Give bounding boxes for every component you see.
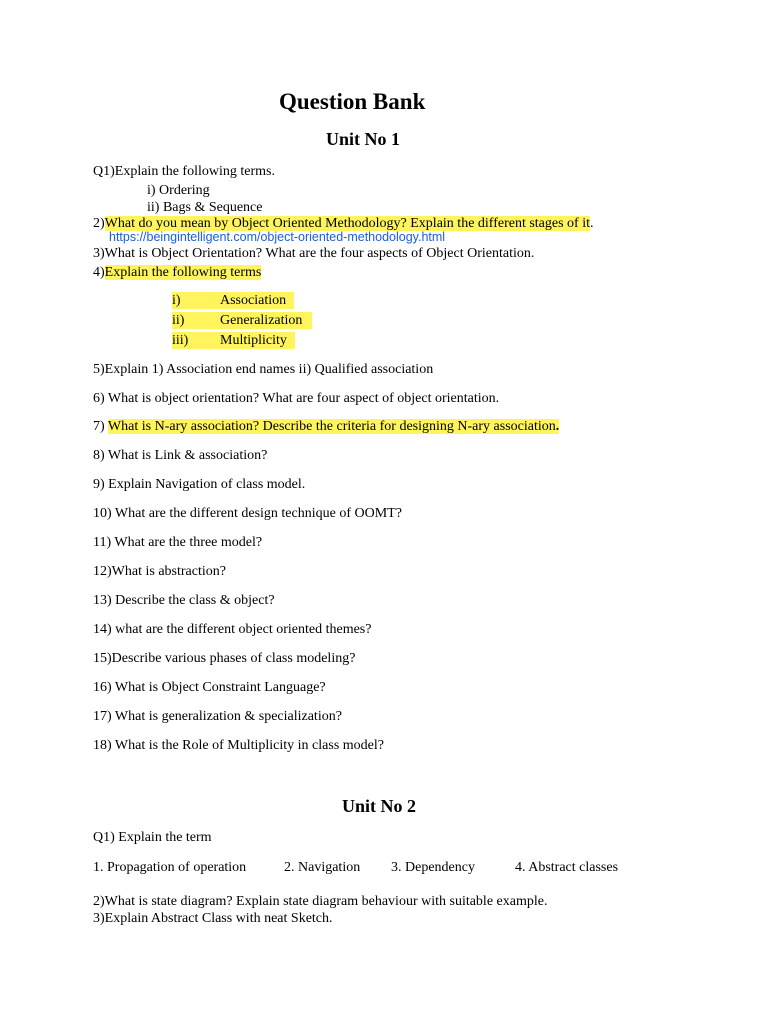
- unit-2-heading: Unit No 2: [342, 796, 417, 816]
- u2-q3-text: 3)Explain Abstract Class with neat Sketch.: [93, 911, 333, 926]
- unit-1-heading: Unit No 1: [326, 129, 401, 149]
- q4-item-2-label: Generalization: [220, 313, 303, 328]
- q2-reference-link[interactable]: https://beingintelligent.com/object-oriented-methodology.html: [109, 230, 446, 244]
- u2-term-3: 3. Dependency: [391, 860, 475, 875]
- q4-number: 4): [93, 265, 105, 280]
- q2-number: 2): [93, 216, 105, 231]
- u2-q2-text: 2)What is state diagram? Explain state diagram behaviour with suitable example.: [93, 894, 548, 909]
- q11-text: 11) What are the three model?: [93, 535, 263, 550]
- q5-text: 5)Explain 1) Association end names ii) Qualified association: [93, 362, 434, 377]
- q4-item-2-numeral: ii): [172, 313, 185, 328]
- q1-text: Q1)Explain the following terms.: [93, 164, 275, 179]
- page-title: Question Bank: [279, 89, 426, 114]
- q9-text: 9) Explain Navigation of class model.: [93, 477, 306, 492]
- q4-item-3-label: Multiplicity: [220, 333, 287, 348]
- q8-text: 8) What is Link & association?: [93, 448, 268, 463]
- q13-text: 13) Describe the class & object?: [93, 593, 275, 608]
- q16-text: 16) What is Object Constraint Language?: [93, 680, 326, 695]
- q15-text: 15)Describe various phases of class modeling?: [93, 651, 356, 666]
- q14-text: 14) what are the different object oriented themes?: [93, 622, 372, 637]
- u2-term-1: 1. Propagation of operation: [93, 860, 247, 875]
- q17-text: 17) What is generalization & specialization?: [93, 709, 342, 724]
- u2-term-4: 4. Abstract classes: [515, 860, 619, 875]
- q7-text: What is N-ary association? Describe the criteria for designing N-ary association: [107, 419, 556, 434]
- q12-text: 12)What is abstraction?: [93, 564, 226, 579]
- q2-text: What do you mean by Object Oriented Methodology? Explain the different stages of it: [104, 216, 591, 231]
- q6-text: 6) What is object orientation? What are four aspect of object orientation.: [93, 391, 500, 406]
- q2-period: .: [590, 216, 594, 231]
- q4-line: [93, 264, 261, 281]
- q7-number: 7): [93, 419, 108, 434]
- q4-item-1-numeral: i): [172, 293, 181, 308]
- q1-item-1: i) Ordering: [147, 183, 210, 198]
- q3-text: 3)What is Object Orientation? What are the four aspects of Object Orientation.: [93, 246, 535, 261]
- q7-line: [93, 418, 559, 435]
- q1-item-2: ii) Bags & Sequence: [147, 200, 263, 215]
- q4-item-3-numeral: iii): [172, 333, 189, 348]
- q4-text: Explain the following terms: [104, 265, 262, 280]
- u2-q1-text: Q1) Explain the term: [93, 830, 212, 845]
- q7-period: .: [555, 419, 560, 434]
- q4-item-association: [172, 292, 294, 309]
- q4-item-multiplicity: [172, 332, 295, 349]
- q18-text: 18) What is the Role of Multiplicity in class model?: [93, 738, 384, 753]
- q4-item-generalization: [172, 312, 312, 329]
- u2-term-2: 2. Navigation: [284, 860, 361, 875]
- q4-item-1-label: Association: [220, 293, 287, 308]
- q10-text: 10) What are the different design technique of OOMT?: [93, 506, 402, 521]
